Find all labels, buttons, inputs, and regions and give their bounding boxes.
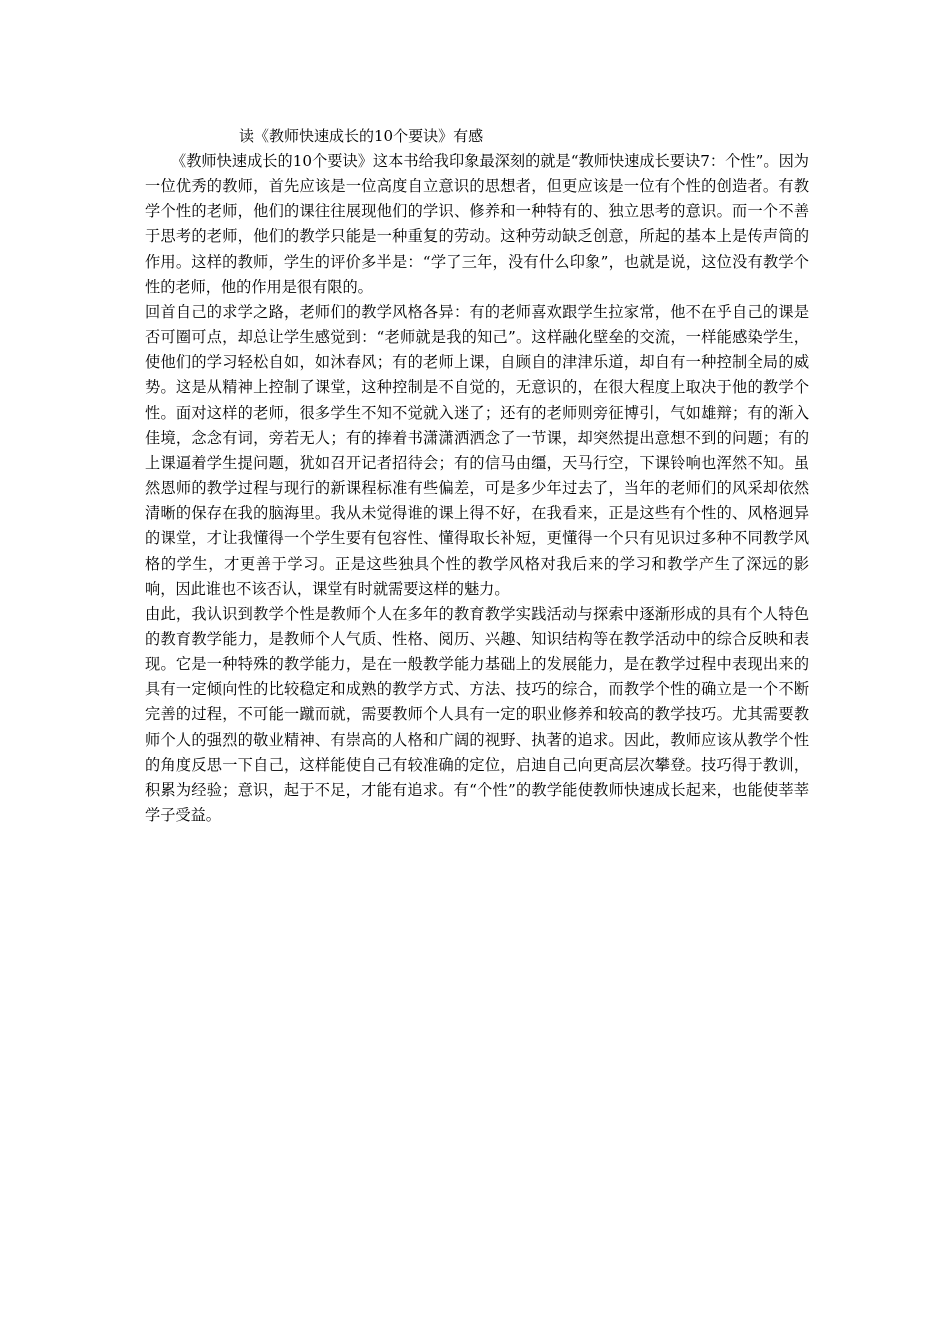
paragraph-2: 回首自己的求学之路，老师们的教学风格各异：有的老师喜欢跟学生拉家常，他不在乎自己的课是否可圈可点，却总让学生感觉到：“老师就是我的知己”。这样融化壁垒的交流，一样能感染学生，使他们的学习轻松自如，如沐春风；有的老师上课，自顾自的津津乐道，却自有一种控制全局的威势。这是从精神上控制了课堂，这种控制是不自觉的，无意识的，在很大程度上取决于他的教学个性。面对这样的老师，很多学生不知不觉就入迷了；还有的老师则旁征博引，气如雄辩；有的渐入佳境，念念有词，旁若无人；有的捧着书潇潇洒洒念了一节课，却突然提出意想不到的问题；有的上课逼着学生提问题，犹如召开记者招待会；有的信马由缰，天马行空，下课铃响也浑然不知。虽然恩师的教学过程与现行的新课程标准有些偏差，可是多少年过去了，当年的老师们的风采却依然清晰的保存在我的脑海里。我从未觉得谁的课上得不好，在我看来，正是这些有个性的、风格迥异的课堂，才让我懂得一个学生要有包容性、懂得取长补短，更懂得一个只有见识过多种不同教学风格的学生，才更善于学习。正是这些独具个性的教学风格对我后来的学习和教学产生了深远的影响，因此谁也不该否认，课堂有时就需要这样的魅力。 <box>145 302 809 598</box>
document-body <box>145 124 809 828</box>
paragraph-1: 《教师快速成长的10个要诀》这本书给我印象最深刻的就是“教师快速成长要诀7：个性”。因为一位优秀的教师，首先应该是一位高度自立意识的思想者，但更应该是一位有个性的创造者。有教学个性的老师，他们的课往往展现他们的学识、修养和一种特有的、独立思考的意识。而一个不善于思考的老师，他们的教学只能是一种重复的劳动。这种劳动缺乏创意，所起的基本上是传声筒的作用。这样的教师，学生的评价多半是：“学了三年，没有什么印象”，也就是说，这位没有教学个性的老师，他的作用是很有限的。 <box>145 152 809 296</box>
document-title: 读《教师快速成长的10个要诀》有感 <box>239 127 484 145</box>
paragraph-3: 由此，我认识到教学个性是教师个人在多年的教育教学实践活动与探索中逐渐形成的具有个人特色的教育教学能力，是教师个人气质、性格、阅历、兴趣、知识结构等在教学活动中的综合反映和表现。它是一种特殊的教学能力，是在一般教学能力基础上的发展能力，是在教学过程中表现出来的具有一定倾向性的比较稳定和成熟的教学方式、方法、技巧的综合，而教学个性的确立是一个不断完善的过程，不可能一蹴而就，需要教师个人具有一定的职业修养和较高的教学技巧。尤其需要教师个人的强烈的敬业精神、有崇高的人格和广阔的视野、执著的追求。因此，教师应该从教学个性的角度反思一下自己，这样能使自己有较准确的定位，启迪自己向更高层次攀登。技巧得于教训，积累为经验；意识，起于不足，才能有追求。有“个性”的教学能使教师快速成长起来，也能使莘莘学子受益。 <box>145 604 809 825</box>
